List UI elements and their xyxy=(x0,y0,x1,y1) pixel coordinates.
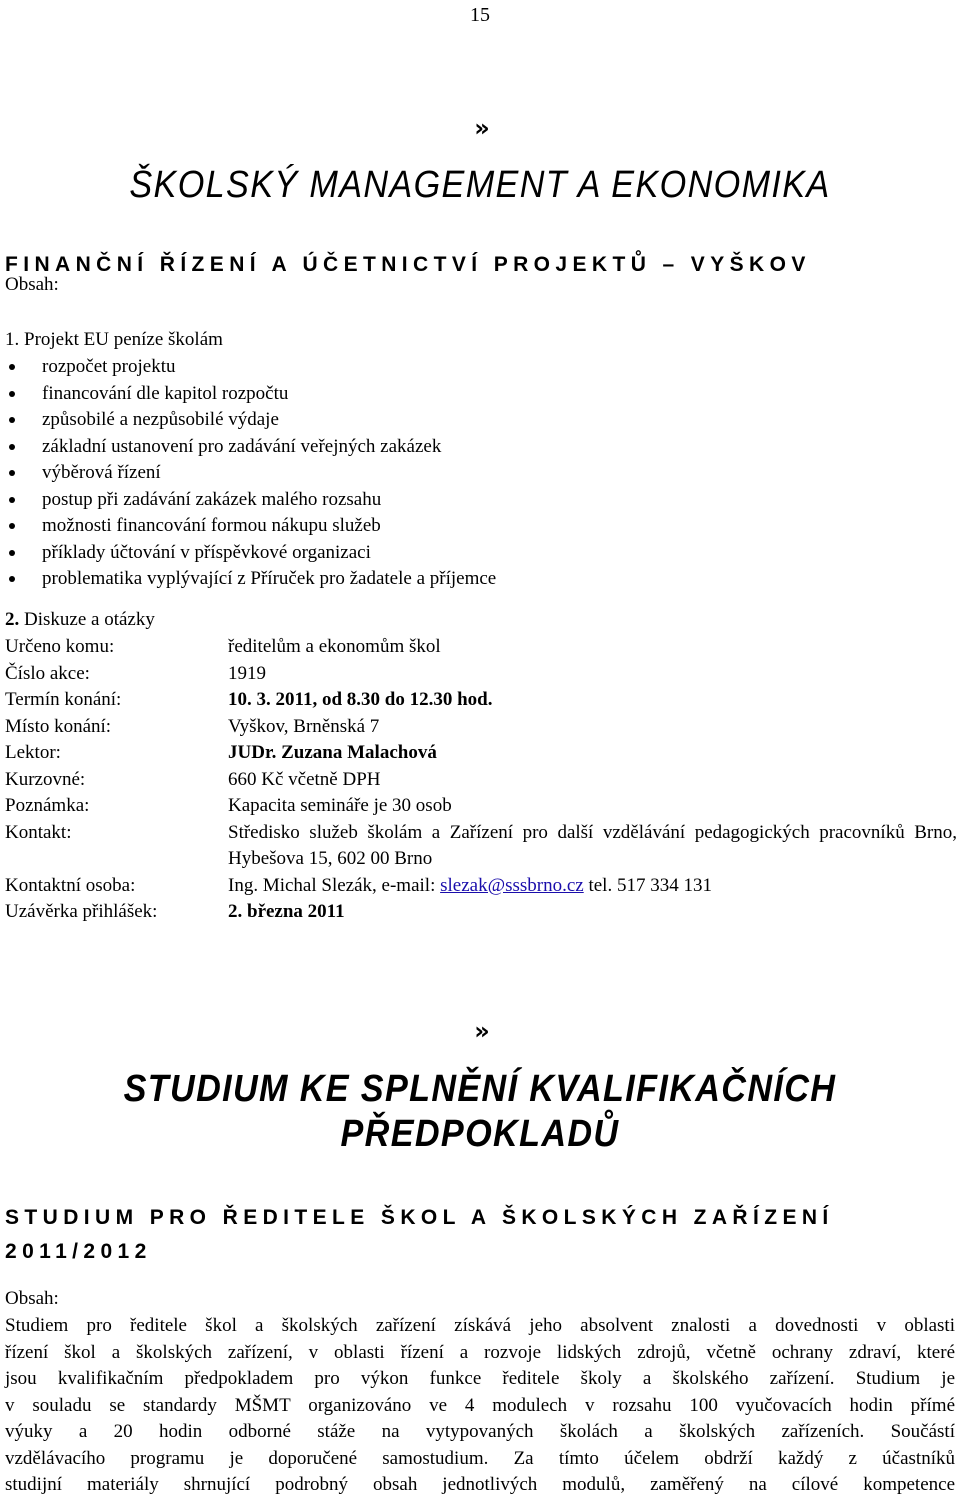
detail-value: Vyškov, Brněnská 7 xyxy=(228,715,380,737)
study-description xyxy=(5,1313,955,1499)
detail-row xyxy=(5,873,957,900)
detail-value: 10. 3. 2011, od 8.30 do 12.30 hod. xyxy=(228,689,493,710)
contact-person: Ing. Michal Slezák, e-mail: xyxy=(228,874,441,896)
paragraph-line: výuky a 20 hodin odborné stáže na vytypovaných školách a školských zařízeních. Součástí xyxy=(5,1421,955,1442)
detail-row xyxy=(5,634,957,661)
detail-label: Určeno komu: xyxy=(5,636,115,657)
obsah-item-2 xyxy=(5,607,155,634)
detail-label: Uzávěrka přihlášek: xyxy=(5,901,158,922)
detail-label: Kontaktní osoba: xyxy=(5,874,136,896)
paragraph-line: studijní materiály shrnující podrobný obsah jednotlivých modulů, zaměřený na cílové kompetence xyxy=(5,1474,955,1495)
list-item: způsobilé a nezpůsobilé výdaje xyxy=(5,407,496,434)
detail-row xyxy=(5,793,957,820)
detail-label: Číslo akce: xyxy=(5,662,90,684)
section-subtitle-line-2: 2011/2012 xyxy=(5,1240,152,1263)
detail-value: Středisko služeb školám a Zařízení pro další vzdělávání pedagogických pracovníků Brno, Hybešova 15, 602 00 Brno xyxy=(228,821,957,869)
detail-value: JUDr. Zuzana Malachová xyxy=(228,742,437,763)
detail-row xyxy=(5,899,957,926)
section-title-line-1: STUDIUM KE SPLNĚNÍ KVALIFIKAČNÍCH xyxy=(123,1068,837,1110)
list-item: financování dle kapitol rozpočtu xyxy=(5,381,496,408)
list-item: rozpočet projektu xyxy=(5,354,496,381)
detail-label: Termín konání: xyxy=(5,689,122,710)
detail-value: 1919 xyxy=(228,662,266,684)
detail-value: ředitelům a ekonomům škol xyxy=(228,636,441,657)
contact-phone: tel. 517 334 131 xyxy=(583,874,712,896)
detail-value: Kapacita semináře je 30 osob xyxy=(228,795,452,816)
paragraph-line: vzdělávacího programu je doporučené samostudium. Za tímto účelem obdrží každý z účastníků xyxy=(5,1447,955,1469)
list-item: možnosti financování formou nákupu služeb xyxy=(5,513,496,540)
obsah-item-1: 1. Projekt EU peníze školám xyxy=(5,329,223,350)
item-text: Diskuze a otázky xyxy=(19,609,155,630)
detail-row xyxy=(5,687,957,714)
topic-list xyxy=(5,354,496,593)
detail-value xyxy=(228,873,957,900)
page-number: 15 xyxy=(470,4,490,26)
obsah-label: Obsah: xyxy=(5,1288,59,1309)
paragraph-line: řízení škol a školských zařízení, v oblasti řízení a rozvoje lidských zdrojů, včetně ochrany zdraví, které xyxy=(5,1341,955,1363)
section-marker-icon: » xyxy=(474,114,486,142)
detail-label: Lektor: xyxy=(5,742,61,763)
detail-row xyxy=(5,740,957,767)
list-item: problematika vyplývající z Příruček pro žadatele a příjemce xyxy=(5,566,496,593)
section-marker-icon: » xyxy=(474,1017,486,1045)
detail-label: Poznámka: xyxy=(5,795,90,816)
detail-row xyxy=(5,714,957,741)
list-item: základní ustanovení pro zadávání veřejných zakázek xyxy=(5,434,496,461)
obsah-label: Obsah: xyxy=(5,274,59,295)
paragraph-line: v souladu se standardy MŠMT organizováno ve 4 modulech v rozsahu 100 vyučovacích hodin přímé xyxy=(5,1394,955,1416)
course-details xyxy=(5,634,957,926)
section-subtitle: FINANČNÍ ŘÍZENÍ A ÚČETNICTVÍ PROJEKTŮ – VYŠKOV xyxy=(5,253,811,276)
email-link[interactable]: slezak@sssbrno.cz xyxy=(440,874,584,896)
detail-label: Kurzovné: xyxy=(5,768,86,790)
list-item: postup při zadávání zakázek malého rozsahu xyxy=(5,487,496,514)
section-title-line-2: PŘEDPOKLADŮ xyxy=(340,1113,620,1155)
paragraph-line: jsou kvalifikačním předpokladem pro výkon funkce ředitele školy a školského zařízení. Studium je xyxy=(5,1368,955,1389)
detail-value: 2. března 2011 xyxy=(228,901,345,922)
detail-label: Kontakt: xyxy=(5,821,72,843)
paragraph-line: Studiem pro ředitele škol a školských zařízení získává jeho absolvent znalosti a dovednosti v oblasti xyxy=(5,1315,955,1336)
detail-row xyxy=(5,820,957,873)
detail-value: 660 Kč včetně DPH xyxy=(228,768,381,790)
list-item: výběrová řízení xyxy=(5,460,496,487)
list-item: příklady účtování v příspěvkové organizaci xyxy=(5,540,496,567)
section-subtitle-line-1: STUDIUM PRO ŘEDITELE ŠKOL A ŠKOLSKÝCH ZAŘÍZENÍ xyxy=(5,1206,834,1229)
item-number: 2. xyxy=(5,609,20,630)
section-title: ŠKOLSKÝ MANAGEMENT A EKONOMIKA xyxy=(129,164,831,206)
detail-row xyxy=(5,661,957,688)
detail-label: Místo konání: xyxy=(5,715,112,737)
detail-row xyxy=(5,767,957,794)
